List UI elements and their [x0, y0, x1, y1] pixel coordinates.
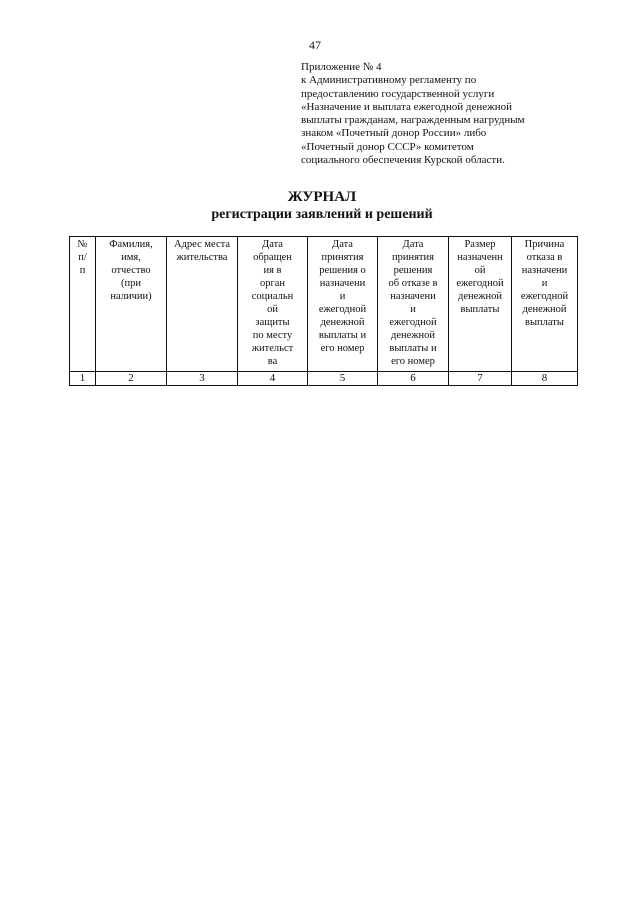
table-header-row — [70, 237, 578, 372]
header-line: принятия — [392, 252, 434, 263]
header-line: Размер — [464, 239, 496, 250]
header-line: (при — [121, 278, 141, 289]
column-number: 5 — [308, 372, 378, 386]
column-number: 7 — [449, 372, 512, 386]
header-line: выплаты и — [389, 343, 437, 354]
header-line: обращен — [253, 252, 292, 263]
header-cell — [512, 237, 578, 372]
journal-title: ЖУРНАЛ — [287, 189, 357, 205]
header-line: № — [77, 239, 88, 250]
column-number: 8 — [512, 372, 578, 386]
header-line: отказа в — [526, 252, 563, 263]
header-line: наличии) — [110, 291, 152, 302]
appendix-line: «Почетный донор СССР» комитетом — [301, 140, 474, 153]
header-line: и — [541, 278, 548, 289]
header-line: денежной — [522, 304, 567, 315]
header-line: отчество — [111, 265, 151, 276]
header-line: его номер — [320, 343, 365, 354]
header-line: защиты — [255, 317, 290, 328]
appendix-line: Приложение № 4 — [301, 61, 382, 73]
header-line: ва — [267, 356, 278, 367]
column-number: 4 — [238, 372, 308, 386]
header-line: решения — [393, 265, 433, 276]
header-line: назначени — [521, 265, 568, 276]
header-line: решения о — [319, 265, 366, 276]
header-line: п — [79, 265, 86, 276]
header-line: по месту — [252, 330, 293, 341]
appendix-line: к Административному регламенту по — [301, 74, 477, 87]
column-number: 6 — [378, 372, 449, 386]
header-line: выплаты — [460, 304, 500, 315]
header-line: социальн — [251, 291, 294, 302]
header-line: назначени — [390, 291, 436, 302]
header-line: денежной — [390, 330, 436, 341]
header-line: Дата — [262, 239, 283, 250]
header-line: имя, — [121, 252, 141, 263]
registration-journal-table — [69, 236, 578, 386]
header-cell — [449, 237, 512, 372]
header-line: жительства — [176, 252, 228, 263]
header-line: п/ — [78, 252, 87, 263]
journal-subtitle: регистрации заявлений и решений — [211, 207, 433, 222]
appendix-line: социального обеспечения Курской области. — [301, 154, 505, 167]
header-cell — [167, 237, 238, 372]
appendix-line: предоставлению государственной услуги — [301, 87, 495, 100]
header-cell — [70, 237, 96, 372]
header-line: ия в — [263, 265, 282, 276]
header-cell — [378, 237, 449, 372]
header-line: жительст — [251, 343, 294, 354]
appendix-note — [301, 61, 571, 167]
header-line: ежегодной — [389, 317, 437, 328]
appendix-line: «Назначение и выплата ежегодной денежной — [301, 100, 512, 113]
header-line: ежегодной — [318, 304, 367, 315]
header-line: ой — [474, 265, 486, 276]
header-line: ежегодной — [520, 291, 569, 302]
header-line: назначенн — [457, 252, 503, 263]
header-line: Дата — [402, 239, 424, 250]
header-line: и — [410, 304, 416, 315]
header-line: его номер — [391, 356, 435, 367]
header-line: выплаты — [525, 317, 564, 328]
header-line: Дата — [332, 239, 353, 250]
header-line: Фамилия, — [109, 239, 153, 250]
header-cell — [96, 237, 167, 372]
header-line: Адрес места — [174, 239, 230, 250]
header-line: назначени — [319, 278, 366, 289]
header-line: Причина — [524, 239, 565, 250]
column-number: 2 — [96, 372, 167, 386]
header-line: орган — [259, 278, 286, 289]
column-number-row — [70, 372, 578, 386]
appendix-line: выплаты гражданам, награжденным нагрудным — [301, 114, 525, 127]
appendix-line: знаком «Почетный донор России» либо — [301, 127, 487, 140]
header-line: денежной — [457, 291, 503, 302]
column-number: 3 — [167, 372, 238, 386]
header-cell — [238, 237, 308, 372]
header-line: и — [339, 291, 346, 302]
page-number: 47 — [309, 38, 321, 52]
header-line: ежегодной — [456, 278, 504, 289]
header-line: принятия — [321, 252, 364, 263]
header-line: ой — [267, 304, 278, 315]
header-cell — [308, 237, 378, 372]
header-line: выплаты и — [318, 330, 367, 341]
column-number: 1 — [70, 372, 96, 386]
header-line: об отказе в — [388, 278, 438, 289]
header-line: денежной — [320, 317, 365, 328]
